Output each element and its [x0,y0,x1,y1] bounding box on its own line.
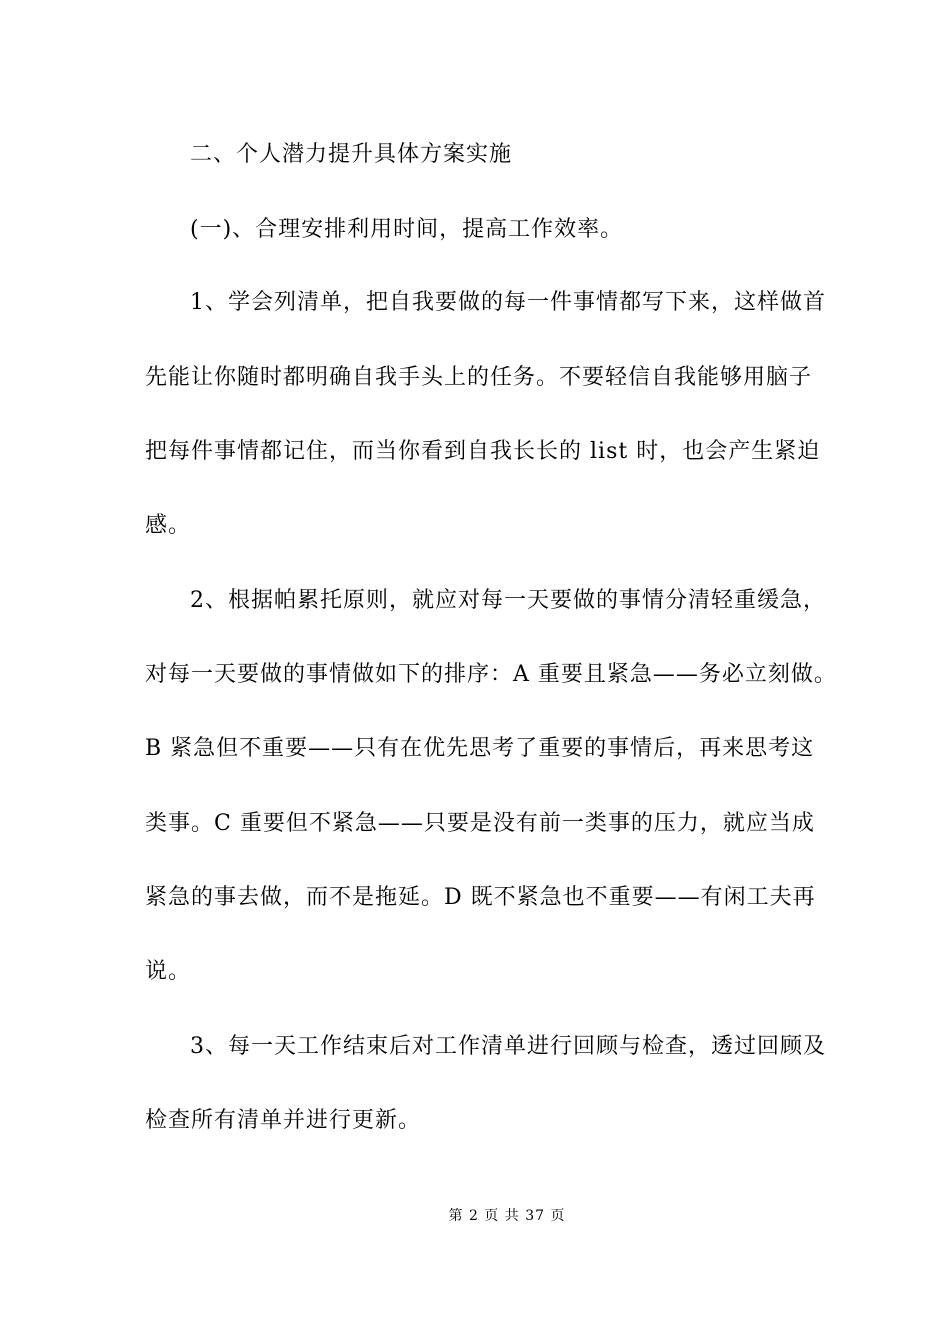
paragraph-line: 说。 [145,959,192,984]
paragraph-line: 3、每一天工作结束后对工作清单进行回顾与检查，透过回顾及 [190,1034,826,1059]
paragraph-line: 紧急的事去做，而不是拖延。D 既不紧急也不重要——有闲工夫再 [145,885,816,910]
paragraph-line: 2、根据帕累托原则，就应对每一天要做的事情分清轻重缓急， [190,588,826,613]
paragraph-line: 先能让你随时都明确自我手头上的任务。不要轻信自我能够用脑子 [145,365,813,390]
paragraph-line: 1、学会列清单，把自我要做的每一件事情都写下来，这样做首 [190,290,826,315]
subsection-heading: (一)、合理安排利用时间，提高工作效率。 [190,217,624,242]
section-heading: 二、个人潜力提升具体方案实施 [190,142,513,167]
paragraph-line: 对每一天要做的事情做如下的排序：A 重要且紧急——务必立刻做。 [145,662,837,687]
paragraph-line: 感。 [145,513,192,538]
paragraph-line: B 紧急但不重要——只有在优先思考了重要的事情后，再来思考这 [145,736,815,761]
paragraph-line: 类事。C 重要但不紧急——只要是没有前一类事的压力，就应当成 [145,811,815,836]
paragraph-line: 检查所有清单并进行更新。 [145,1108,422,1133]
page-number-footer: 第 2 页 共 37 页 [448,1208,566,1224]
paragraph-line: 把每件事情都记住，而当你看到自我长长的 list 时，也会产生紧迫 [145,439,821,464]
